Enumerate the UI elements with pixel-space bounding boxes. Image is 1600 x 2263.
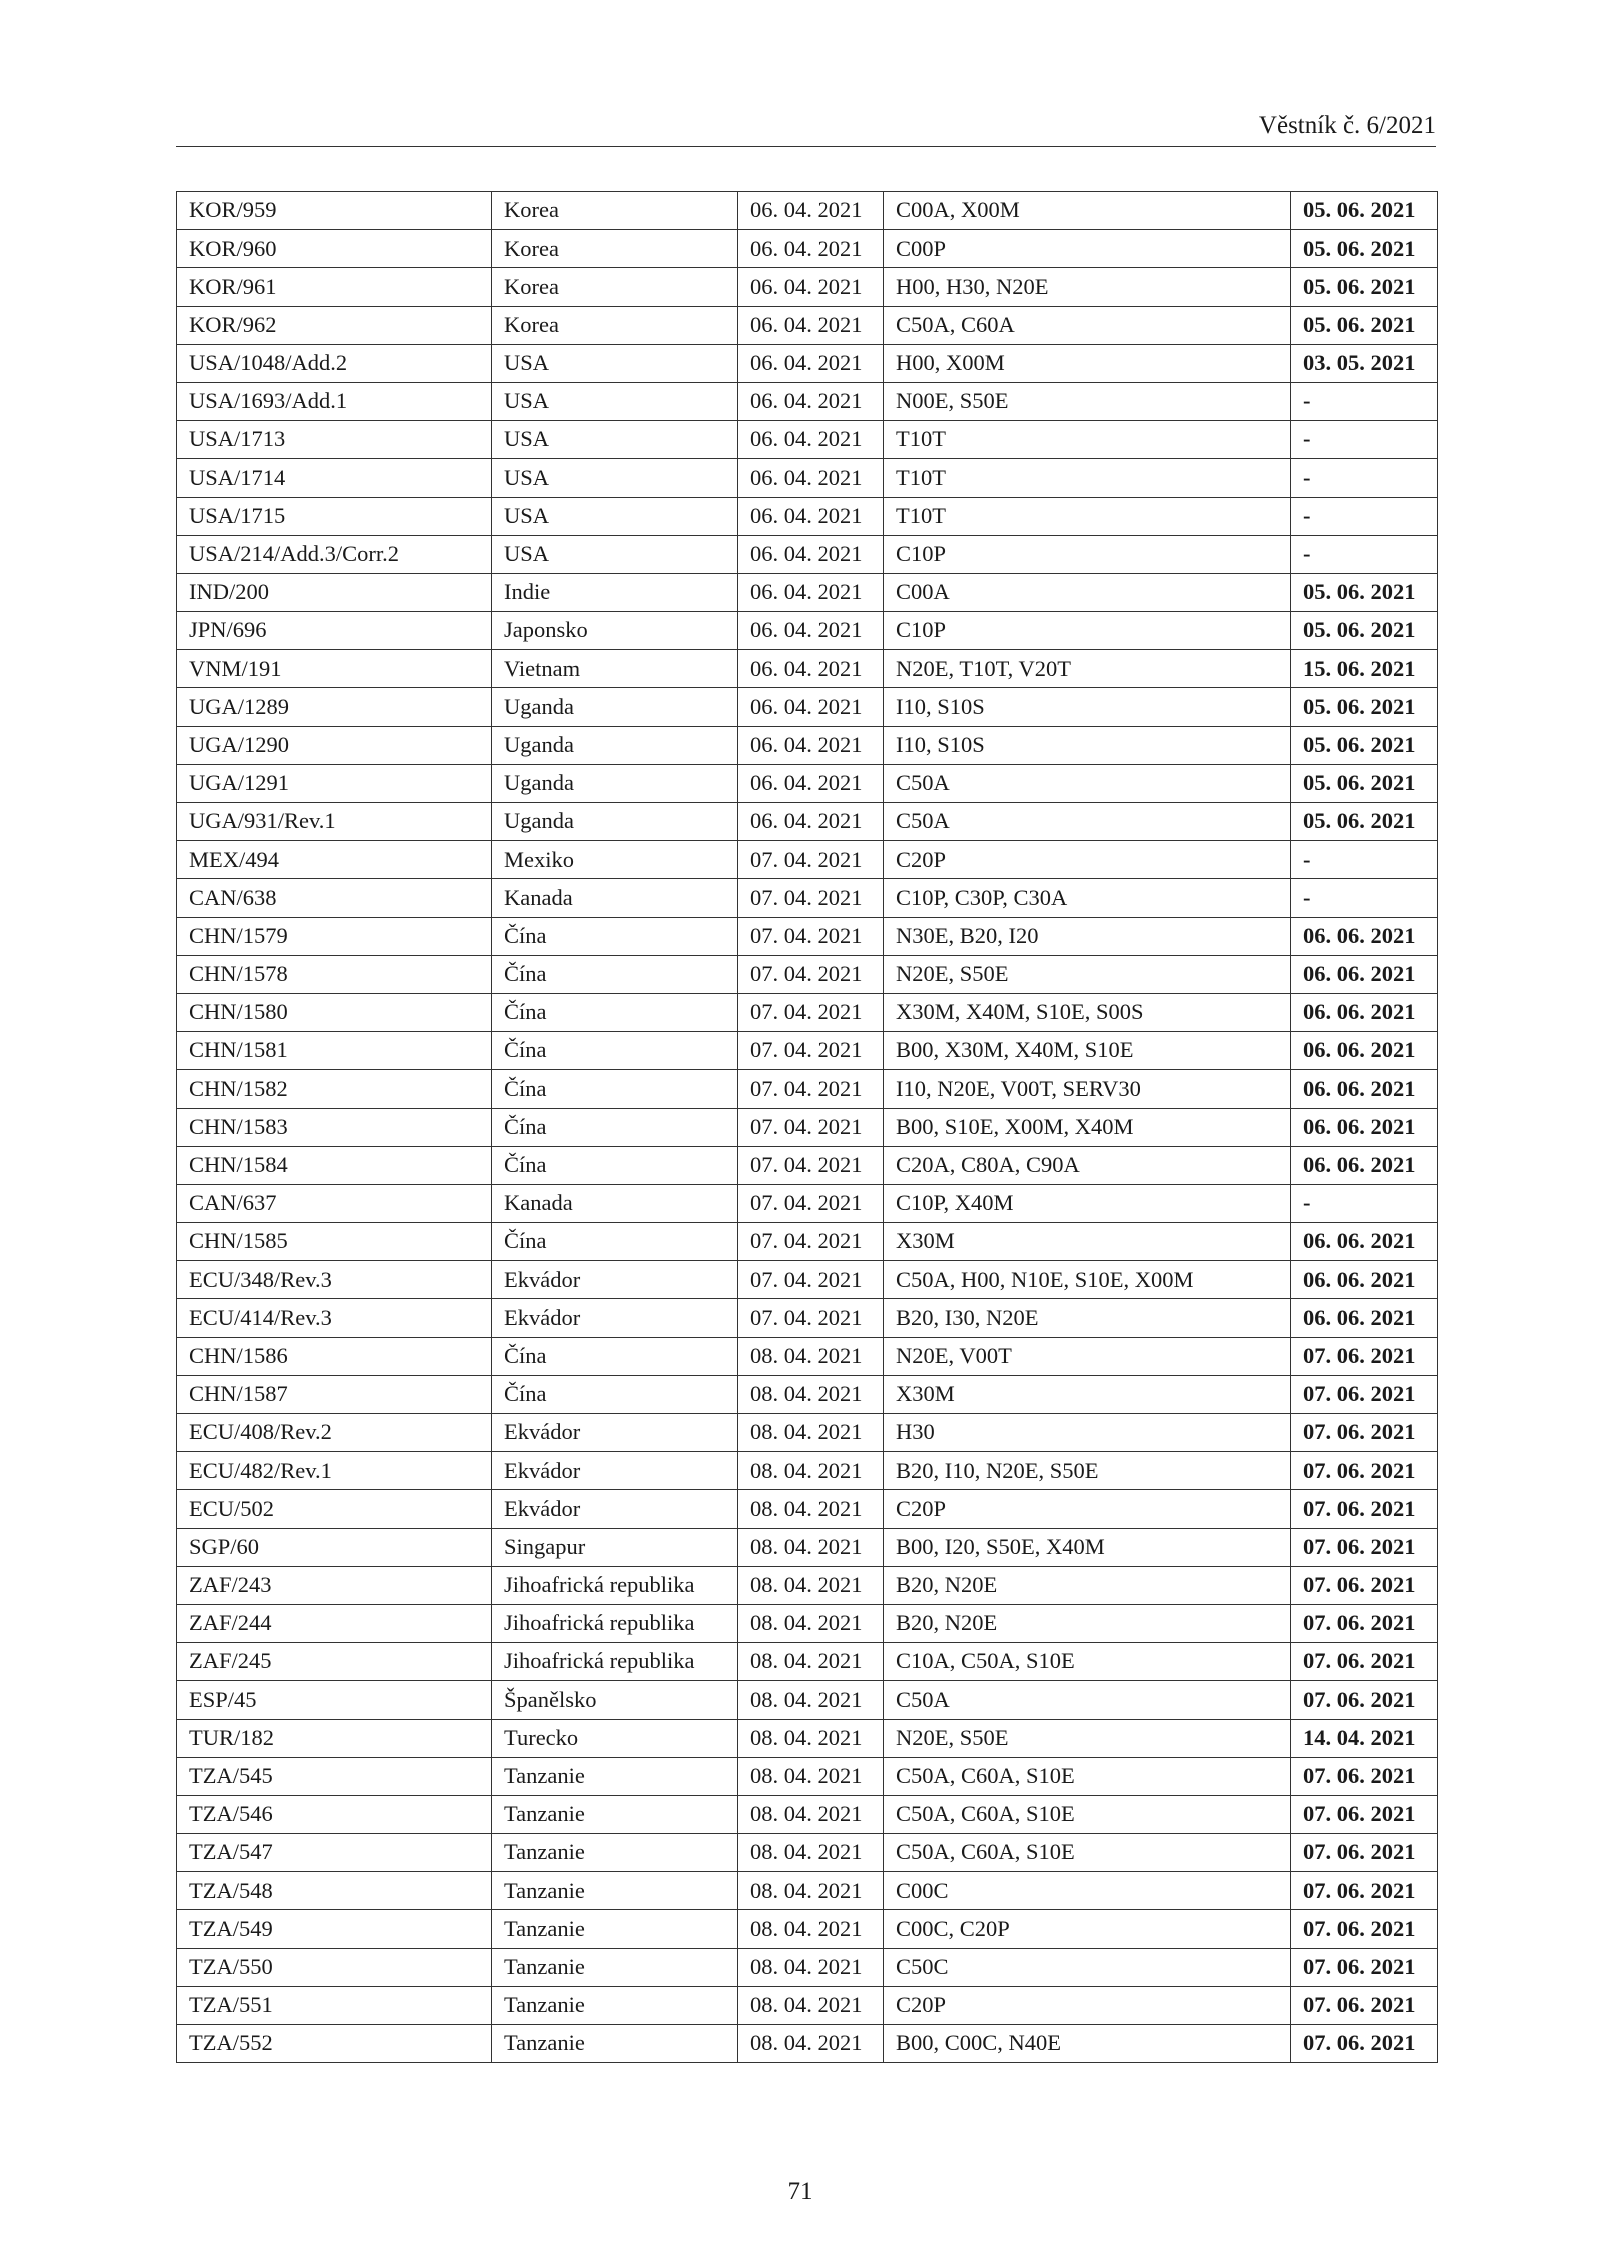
document-code-cell: TZA/545 xyxy=(177,1757,492,1795)
page-number: 71 xyxy=(787,2178,813,2205)
country-cell: Španělsko xyxy=(492,1681,738,1719)
deadline-cell: 07. 06. 2021 xyxy=(1291,1795,1438,1833)
deadline-cell: 07. 06. 2021 xyxy=(1291,2025,1438,2063)
document-code-cell: CHN/1584 xyxy=(177,1146,492,1184)
table-row xyxy=(177,917,1438,955)
deadline-cell: 07. 06. 2021 xyxy=(1291,1910,1438,1948)
product-codes-cell: H00, X00M xyxy=(884,344,1291,382)
date-cell: 06. 04. 2021 xyxy=(738,459,884,497)
date-cell: 07. 04. 2021 xyxy=(738,993,884,1031)
date-cell: 06. 04. 2021 xyxy=(738,612,884,650)
product-codes-cell: I10, S10S xyxy=(884,688,1291,726)
product-codes-cell: C50C xyxy=(884,1948,1291,1986)
deadline-cell: 06. 06. 2021 xyxy=(1291,1070,1438,1108)
product-codes-cell: N20E, S50E xyxy=(884,1719,1291,1757)
country-cell: Ekvádor xyxy=(492,1414,738,1452)
deadline-cell: 05. 06. 2021 xyxy=(1291,230,1438,268)
date-cell: 06. 04. 2021 xyxy=(738,230,884,268)
date-cell: 06. 04. 2021 xyxy=(738,535,884,573)
country-cell: Čína xyxy=(492,1223,738,1261)
table-row xyxy=(177,535,1438,573)
deadline-cell: - xyxy=(1291,421,1438,459)
deadline-cell: 07. 06. 2021 xyxy=(1291,1872,1438,1910)
date-cell: 08. 04. 2021 xyxy=(738,1566,884,1604)
table-row xyxy=(177,192,1438,230)
date-cell: 08. 04. 2021 xyxy=(738,1719,884,1757)
date-cell: 07. 04. 2021 xyxy=(738,1184,884,1222)
country-cell: Singapur xyxy=(492,1528,738,1566)
table-row xyxy=(177,688,1438,726)
document-code-cell: TZA/549 xyxy=(177,1910,492,1948)
document-code-cell: ECU/414/Rev.3 xyxy=(177,1299,492,1337)
date-cell: 08. 04. 2021 xyxy=(738,1681,884,1719)
country-cell: Čína xyxy=(492,955,738,993)
product-codes-cell: C10P xyxy=(884,612,1291,650)
date-cell: 06. 04. 2021 xyxy=(738,803,884,841)
deadline-cell: 05. 06. 2021 xyxy=(1291,306,1438,344)
table-row xyxy=(177,459,1438,497)
product-codes-cell: C50A, C60A, S10E xyxy=(884,1757,1291,1795)
country-cell: Uganda xyxy=(492,803,738,841)
product-codes-cell: C00A, X00M xyxy=(884,192,1291,230)
date-cell: 07. 04. 2021 xyxy=(738,1032,884,1070)
table-row xyxy=(177,1910,1438,1948)
date-cell: 07. 04. 2021 xyxy=(738,917,884,955)
notifications-table xyxy=(176,191,1438,2063)
deadline-cell: 07. 06. 2021 xyxy=(1291,1452,1438,1490)
country-cell: Čína xyxy=(492,993,738,1031)
product-codes-cell: C50A xyxy=(884,764,1291,802)
deadline-cell: 06. 06. 2021 xyxy=(1291,1108,1438,1146)
product-codes-cell: B00, C00C, N40E xyxy=(884,2025,1291,2063)
table-row xyxy=(177,1108,1438,1146)
document-code-cell: VNM/191 xyxy=(177,650,492,688)
date-cell: 08. 04. 2021 xyxy=(738,1414,884,1452)
product-codes-cell: C20A, C80A, C90A xyxy=(884,1146,1291,1184)
deadline-cell: - xyxy=(1291,879,1438,917)
product-codes-cell: C00C, C20P xyxy=(884,1910,1291,1948)
document-code-cell: CAN/637 xyxy=(177,1184,492,1222)
table-row xyxy=(177,573,1438,611)
date-cell: 08. 04. 2021 xyxy=(738,1375,884,1413)
date-cell: 08. 04. 2021 xyxy=(738,2025,884,2063)
country-cell: Jihoafrická republika xyxy=(492,1643,738,1681)
date-cell: 06. 04. 2021 xyxy=(738,688,884,726)
date-cell: 08. 04. 2021 xyxy=(738,1490,884,1528)
publication-title: Věstník č. 6/2021 xyxy=(1258,112,1436,139)
document-code-cell: KOR/960 xyxy=(177,230,492,268)
country-cell: Ekvádor xyxy=(492,1299,738,1337)
deadline-cell: 07. 06. 2021 xyxy=(1291,1834,1438,1872)
deadline-cell: 06. 06. 2021 xyxy=(1291,1146,1438,1184)
date-cell: 07. 04. 2021 xyxy=(738,841,884,879)
table-row xyxy=(177,1948,1438,1986)
document-code-cell: UGA/931/Rev.1 xyxy=(177,803,492,841)
document-code-cell: CHN/1578 xyxy=(177,955,492,993)
country-cell: Tanzanie xyxy=(492,1910,738,1948)
document-code-cell: ZAF/245 xyxy=(177,1643,492,1681)
product-codes-cell: X30M xyxy=(884,1223,1291,1261)
product-codes-cell: N20E, V00T xyxy=(884,1337,1291,1375)
deadline-cell: 07. 06. 2021 xyxy=(1291,1375,1438,1413)
product-codes-cell: C50A, H00, N10E, S10E, X00M xyxy=(884,1261,1291,1299)
country-cell: Ekvádor xyxy=(492,1490,738,1528)
product-codes-cell: I10, N20E, V00T, SERV30 xyxy=(884,1070,1291,1108)
table-row xyxy=(177,1566,1438,1604)
deadline-cell: 14. 04. 2021 xyxy=(1291,1719,1438,1757)
product-codes-cell: B00, S10E, X00M, X40M xyxy=(884,1108,1291,1146)
country-cell: Uganda xyxy=(492,726,738,764)
date-cell: 07. 04. 2021 xyxy=(738,1223,884,1261)
deadline-cell: - xyxy=(1291,382,1438,420)
date-cell: 08. 04. 2021 xyxy=(738,1872,884,1910)
table-row xyxy=(177,1223,1438,1261)
date-cell: 06. 04. 2021 xyxy=(738,764,884,802)
product-codes-cell: C20P xyxy=(884,841,1291,879)
deadline-cell: 05. 06. 2021 xyxy=(1291,688,1438,726)
table-row xyxy=(177,1795,1438,1833)
document-code-cell: CHN/1579 xyxy=(177,917,492,955)
deadline-cell: 07. 06. 2021 xyxy=(1291,1490,1438,1528)
document-code-cell: TZA/551 xyxy=(177,1986,492,2024)
date-cell: 06. 04. 2021 xyxy=(738,306,884,344)
table-row xyxy=(177,268,1438,306)
document-code-cell: UGA/1289 xyxy=(177,688,492,726)
document-code-cell: ECU/502 xyxy=(177,1490,492,1528)
deadline-cell: 07. 06. 2021 xyxy=(1291,1948,1438,1986)
document-code-cell: UGA/1290 xyxy=(177,726,492,764)
table-row xyxy=(177,650,1438,688)
deadline-cell: 06. 06. 2021 xyxy=(1291,1261,1438,1299)
table-row xyxy=(177,306,1438,344)
deadline-cell: 06. 06. 2021 xyxy=(1291,1032,1438,1070)
country-cell: USA xyxy=(492,535,738,573)
product-codes-cell: B00, X30M, X40M, S10E xyxy=(884,1032,1291,1070)
table-row xyxy=(177,726,1438,764)
country-cell: Tanzanie xyxy=(492,1834,738,1872)
date-cell: 06. 04. 2021 xyxy=(738,344,884,382)
deadline-cell: - xyxy=(1291,841,1438,879)
deadline-cell: 05. 06. 2021 xyxy=(1291,764,1438,802)
product-codes-cell: B20, I30, N20E xyxy=(884,1299,1291,1337)
table-row xyxy=(177,1719,1438,1757)
country-cell: Čína xyxy=(492,1070,738,1108)
deadline-cell: 05. 06. 2021 xyxy=(1291,803,1438,841)
deadline-cell: 05. 06. 2021 xyxy=(1291,612,1438,650)
deadline-cell: 07. 06. 2021 xyxy=(1291,1414,1438,1452)
country-cell: Ekvádor xyxy=(492,1261,738,1299)
deadline-cell: 06. 06. 2021 xyxy=(1291,955,1438,993)
table-row xyxy=(177,1070,1438,1108)
date-cell: 08. 04. 2021 xyxy=(738,1604,884,1642)
document-code-cell: USA/1693/Add.1 xyxy=(177,382,492,420)
deadline-cell: - xyxy=(1291,497,1438,535)
date-cell: 06. 04. 2021 xyxy=(738,382,884,420)
date-cell: 07. 04. 2021 xyxy=(738,879,884,917)
product-codes-cell: B20, N20E xyxy=(884,1604,1291,1642)
date-cell: 08. 04. 2021 xyxy=(738,1948,884,1986)
date-cell: 08. 04. 2021 xyxy=(738,1910,884,1948)
country-cell: Tanzanie xyxy=(492,1872,738,1910)
deadline-cell: 06. 06. 2021 xyxy=(1291,993,1438,1031)
table-row xyxy=(177,1261,1438,1299)
date-cell: 08. 04. 2021 xyxy=(738,1337,884,1375)
document-code-cell: IND/200 xyxy=(177,573,492,611)
country-cell: Čína xyxy=(492,1032,738,1070)
product-codes-cell: B20, I10, N20E, S50E xyxy=(884,1452,1291,1490)
document-code-cell: TZA/548 xyxy=(177,1872,492,1910)
document-code-cell: CHN/1587 xyxy=(177,1375,492,1413)
product-codes-cell: N20E, S50E xyxy=(884,955,1291,993)
product-codes-cell: C20P xyxy=(884,1986,1291,2024)
country-cell: Indie xyxy=(492,573,738,611)
country-cell: Tanzanie xyxy=(492,1757,738,1795)
country-cell: Japonsko xyxy=(492,612,738,650)
table-row xyxy=(177,803,1438,841)
deadline-cell: 05. 06. 2021 xyxy=(1291,268,1438,306)
document-code-cell: CHN/1583 xyxy=(177,1108,492,1146)
deadline-cell: 07. 06. 2021 xyxy=(1291,1986,1438,2024)
product-codes-cell: X30M xyxy=(884,1375,1291,1413)
document-code-cell: ECU/482/Rev.1 xyxy=(177,1452,492,1490)
deadline-cell: 07. 06. 2021 xyxy=(1291,1528,1438,1566)
document-code-cell: ECU/408/Rev.2 xyxy=(177,1414,492,1452)
table-row xyxy=(177,1490,1438,1528)
country-cell: Tanzanie xyxy=(492,1795,738,1833)
date-cell: 06. 04. 2021 xyxy=(738,650,884,688)
table-row xyxy=(177,2025,1438,2063)
date-cell: 08. 04. 2021 xyxy=(738,1986,884,2024)
document-code-cell: CHN/1581 xyxy=(177,1032,492,1070)
table-row xyxy=(177,879,1438,917)
product-codes-cell: C00A xyxy=(884,573,1291,611)
document-code-cell: USA/1048/Add.2 xyxy=(177,344,492,382)
table-row xyxy=(177,1146,1438,1184)
country-cell: Tanzanie xyxy=(492,2025,738,2063)
country-cell: Uganda xyxy=(492,764,738,802)
country-cell: Jihoafrická republika xyxy=(492,1566,738,1604)
document-code-cell: JPN/696 xyxy=(177,612,492,650)
document-code-cell: TZA/550 xyxy=(177,1948,492,1986)
date-cell: 08. 04. 2021 xyxy=(738,1795,884,1833)
country-cell: Uganda xyxy=(492,688,738,726)
deadline-cell: - xyxy=(1291,535,1438,573)
table-row xyxy=(177,497,1438,535)
country-cell: Korea xyxy=(492,268,738,306)
document-code-cell: UGA/1291 xyxy=(177,764,492,802)
product-codes-cell: C10P, X40M xyxy=(884,1184,1291,1222)
deadline-cell: 07. 06. 2021 xyxy=(1291,1681,1438,1719)
table-row xyxy=(177,1757,1438,1795)
document-code-cell: KOR/962 xyxy=(177,306,492,344)
date-cell: 06. 04. 2021 xyxy=(738,726,884,764)
country-cell: Tanzanie xyxy=(492,1948,738,1986)
document-code-cell: KOR/959 xyxy=(177,192,492,230)
country-cell: USA xyxy=(492,421,738,459)
page-header xyxy=(176,110,1436,147)
product-codes-cell: X30M, X40M, S10E, S00S xyxy=(884,993,1291,1031)
country-cell: Ekvádor xyxy=(492,1452,738,1490)
document-code-cell: USA/1715 xyxy=(177,497,492,535)
document-code-cell: CHN/1585 xyxy=(177,1223,492,1261)
product-codes-cell: N30E, B20, I20 xyxy=(884,917,1291,955)
deadline-cell: 07. 06. 2021 xyxy=(1291,1757,1438,1795)
deadline-cell: 05. 06. 2021 xyxy=(1291,573,1438,611)
product-codes-cell: I10, S10S xyxy=(884,726,1291,764)
table-row xyxy=(177,1604,1438,1642)
table-row xyxy=(177,230,1438,268)
document-code-cell: TZA/552 xyxy=(177,2025,492,2063)
document-code-cell: KOR/961 xyxy=(177,268,492,306)
document-code-cell: CHN/1580 xyxy=(177,993,492,1031)
product-codes-cell: C50A xyxy=(884,1681,1291,1719)
deadline-cell: 07. 06. 2021 xyxy=(1291,1604,1438,1642)
date-cell: 08. 04. 2021 xyxy=(738,1834,884,1872)
date-cell: 07. 04. 2021 xyxy=(738,1146,884,1184)
table-row xyxy=(177,1032,1438,1070)
table-row xyxy=(177,1643,1438,1681)
table-row xyxy=(177,1375,1438,1413)
table-row xyxy=(177,612,1438,650)
document-code-cell: ZAF/244 xyxy=(177,1604,492,1642)
document-code-cell: ZAF/243 xyxy=(177,1566,492,1604)
product-codes-cell: C20P xyxy=(884,1490,1291,1528)
deadline-cell: 07. 06. 2021 xyxy=(1291,1566,1438,1604)
date-cell: 07. 04. 2021 xyxy=(738,1070,884,1108)
table-row xyxy=(177,1184,1438,1222)
date-cell: 07. 04. 2021 xyxy=(738,1261,884,1299)
deadline-cell: 07. 06. 2021 xyxy=(1291,1643,1438,1681)
product-codes-cell: N20E, T10T, V20T xyxy=(884,650,1291,688)
country-cell: Čína xyxy=(492,1146,738,1184)
deadline-cell: - xyxy=(1291,459,1438,497)
deadline-cell: 06. 06. 2021 xyxy=(1291,1223,1438,1261)
date-cell: 08. 04. 2021 xyxy=(738,1757,884,1795)
table-row xyxy=(177,344,1438,382)
table-row xyxy=(177,1872,1438,1910)
table-row xyxy=(177,1452,1438,1490)
date-cell: 08. 04. 2021 xyxy=(738,1528,884,1566)
country-cell: USA xyxy=(492,344,738,382)
table-row xyxy=(177,1681,1438,1719)
country-cell: Čína xyxy=(492,1108,738,1146)
table-row xyxy=(177,841,1438,879)
table-row xyxy=(177,1986,1438,2024)
document-code-cell: CHN/1586 xyxy=(177,1337,492,1375)
document-code-cell: USA/214/Add.3/Corr.2 xyxy=(177,535,492,573)
product-codes-cell: T10T xyxy=(884,459,1291,497)
document-code-cell: CHN/1582 xyxy=(177,1070,492,1108)
deadline-cell: - xyxy=(1291,1184,1438,1222)
table-row xyxy=(177,421,1438,459)
table-row xyxy=(177,1414,1438,1452)
table-row xyxy=(177,1299,1438,1337)
table-row xyxy=(177,993,1438,1031)
product-codes-cell: C50A, C60A, S10E xyxy=(884,1795,1291,1833)
deadline-cell: 03. 05. 2021 xyxy=(1291,344,1438,382)
product-codes-cell: T10T xyxy=(884,421,1291,459)
country-cell: Korea xyxy=(492,230,738,268)
country-cell: Turecko xyxy=(492,1719,738,1757)
country-cell: Tanzanie xyxy=(492,1986,738,2024)
document-code-cell: CAN/638 xyxy=(177,879,492,917)
product-codes-cell: C10P, C30P, C30A xyxy=(884,879,1291,917)
deadline-cell: 07. 06. 2021 xyxy=(1291,1337,1438,1375)
product-codes-cell: C10A, C50A, S10E xyxy=(884,1643,1291,1681)
country-cell: Mexiko xyxy=(492,841,738,879)
product-codes-cell: C50A, C60A, S10E xyxy=(884,1834,1291,1872)
product-codes-cell: H30 xyxy=(884,1414,1291,1452)
product-codes-cell: H00, H30, N20E xyxy=(884,268,1291,306)
country-cell: Korea xyxy=(492,306,738,344)
table-row xyxy=(177,1337,1438,1375)
date-cell: 07. 04. 2021 xyxy=(738,1299,884,1337)
date-cell: 08. 04. 2021 xyxy=(738,1643,884,1681)
table-row xyxy=(177,955,1438,993)
country-cell: Čína xyxy=(492,917,738,955)
deadline-cell: 06. 06. 2021 xyxy=(1291,1299,1438,1337)
document-code-cell: ESP/45 xyxy=(177,1681,492,1719)
table-row xyxy=(177,382,1438,420)
product-codes-cell: T10T xyxy=(884,497,1291,535)
table-body xyxy=(177,192,1438,2063)
document-code-cell: TZA/547 xyxy=(177,1834,492,1872)
table-row xyxy=(177,1834,1438,1872)
document-code-cell: MEX/494 xyxy=(177,841,492,879)
country-cell: Jihoafrická republika xyxy=(492,1604,738,1642)
country-cell: Korea xyxy=(492,192,738,230)
table-row xyxy=(177,1528,1438,1566)
product-codes-cell: C50A xyxy=(884,803,1291,841)
country-cell: USA xyxy=(492,382,738,420)
document-code-cell: SGP/60 xyxy=(177,1528,492,1566)
deadline-cell: 15. 06. 2021 xyxy=(1291,650,1438,688)
document-code-cell: TZA/546 xyxy=(177,1795,492,1833)
product-codes-cell: C50A, C60A xyxy=(884,306,1291,344)
date-cell: 06. 04. 2021 xyxy=(738,497,884,535)
product-codes-cell: C10P xyxy=(884,535,1291,573)
product-codes-cell: B00, I20, S50E, X40M xyxy=(884,1528,1291,1566)
table-row xyxy=(177,764,1438,802)
document-code-cell: ECU/348/Rev.3 xyxy=(177,1261,492,1299)
document-code-cell: TUR/182 xyxy=(177,1719,492,1757)
country-cell: USA xyxy=(492,497,738,535)
date-cell: 06. 04. 2021 xyxy=(738,421,884,459)
date-cell: 06. 04. 2021 xyxy=(738,192,884,230)
country-cell: Vietnam xyxy=(492,650,738,688)
country-cell: Čína xyxy=(492,1337,738,1375)
deadline-cell: 06. 06. 2021 xyxy=(1291,917,1438,955)
date-cell: 06. 04. 2021 xyxy=(738,268,884,306)
document-code-cell: USA/1714 xyxy=(177,459,492,497)
date-cell: 08. 04. 2021 xyxy=(738,1452,884,1490)
deadline-cell: 05. 06. 2021 xyxy=(1291,726,1438,764)
date-cell: 06. 04. 2021 xyxy=(738,573,884,611)
deadline-cell: 05. 06. 2021 xyxy=(1291,192,1438,230)
country-cell: Kanada xyxy=(492,879,738,917)
country-cell: Čína xyxy=(492,1375,738,1413)
product-codes-cell: C00P xyxy=(884,230,1291,268)
date-cell: 07. 04. 2021 xyxy=(738,1108,884,1146)
product-codes-cell: C00C xyxy=(884,1872,1291,1910)
product-codes-cell: N00E, S50E xyxy=(884,382,1291,420)
country-cell: USA xyxy=(492,459,738,497)
country-cell: Kanada xyxy=(492,1184,738,1222)
date-cell: 07. 04. 2021 xyxy=(738,955,884,993)
document-code-cell: USA/1713 xyxy=(177,421,492,459)
product-codes-cell: B20, N20E xyxy=(884,1566,1291,1604)
